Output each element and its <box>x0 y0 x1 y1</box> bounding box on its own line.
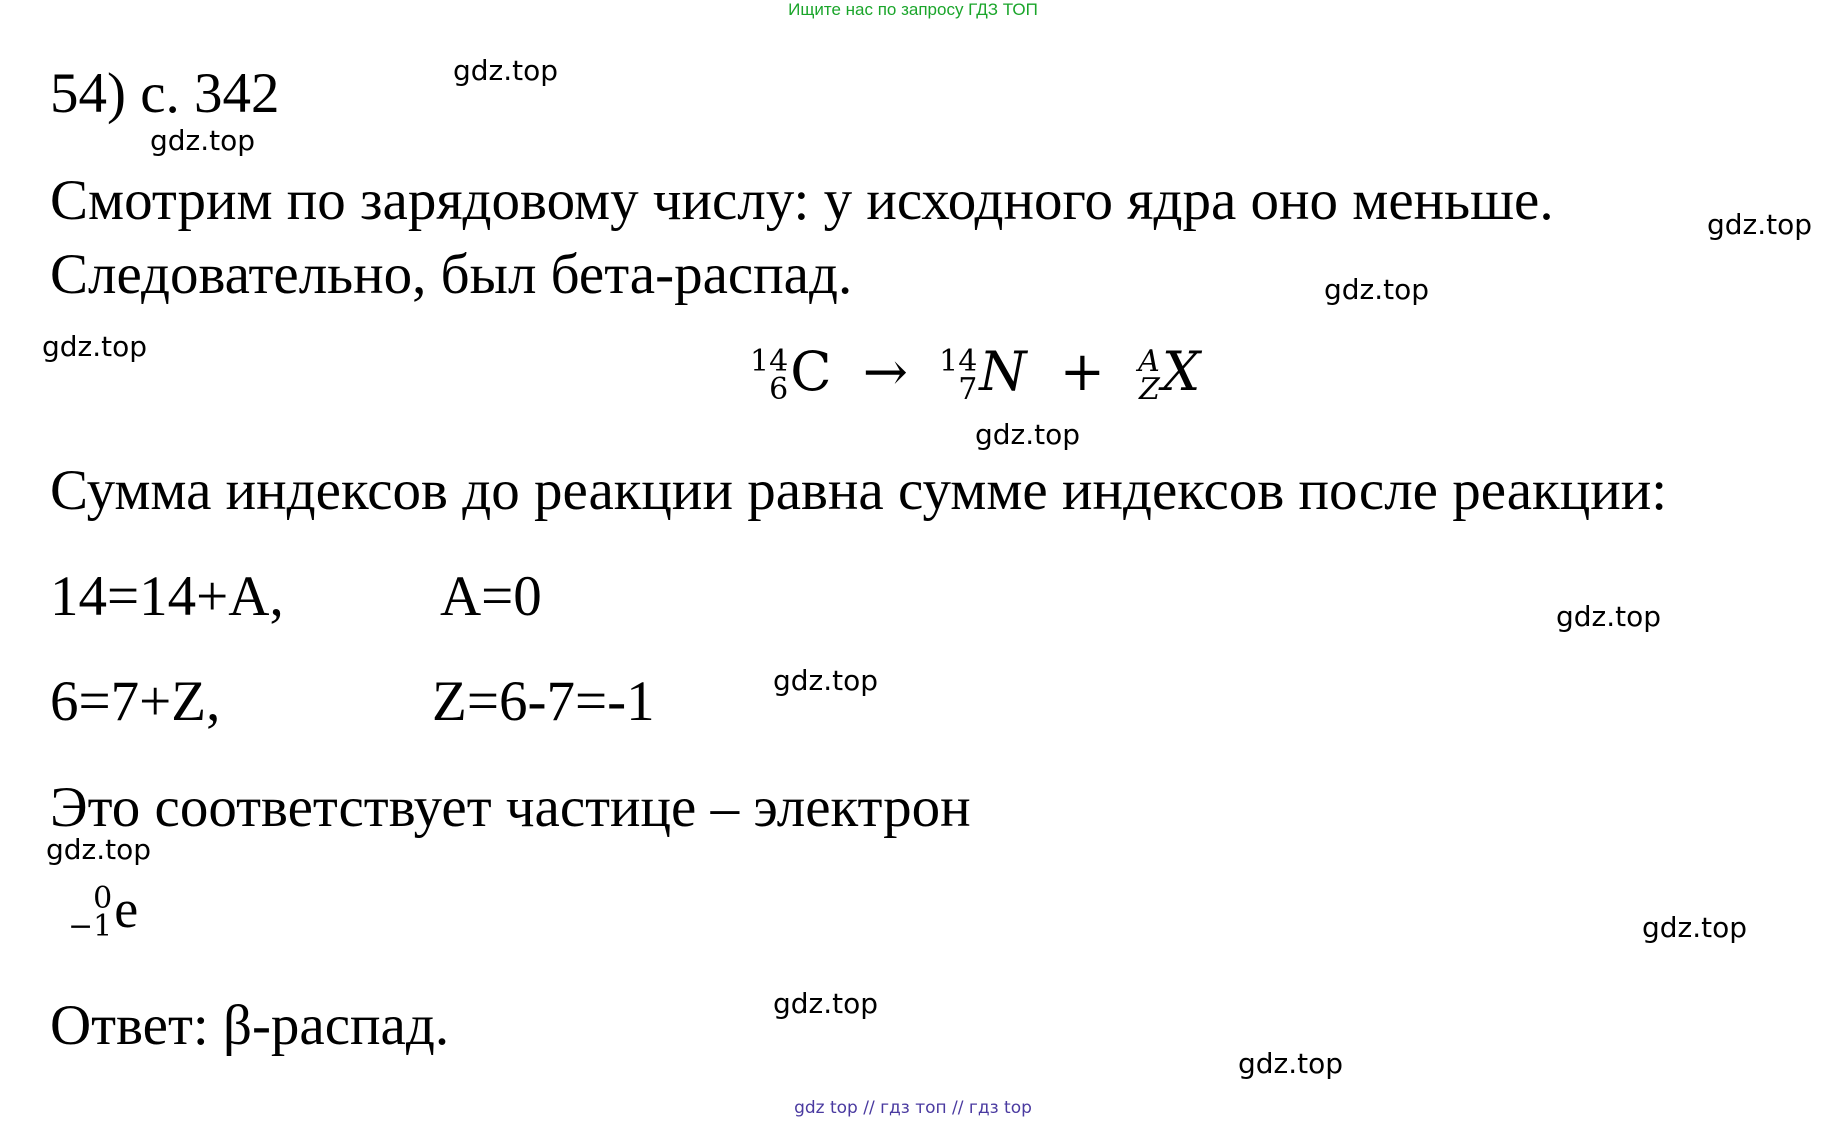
unknown-mass: A <box>1138 343 1160 379</box>
text-line-1: Смотрим по зарядовому числу: у исходного ядра оно меньше. <box>50 169 1554 232</box>
nitrogen-mass: 14 <box>939 343 978 379</box>
carbon-symbol: C <box>790 340 832 403</box>
watermark: gdz.top <box>773 987 879 1020</box>
nitrogen-charge: 7 <box>958 372 978 407</box>
watermark: gdz.top <box>1324 273 1430 306</box>
watermark: gdz.top <box>1642 911 1748 944</box>
reaction-equation <box>750 340 1201 407</box>
plus-sign: + <box>1059 340 1105 403</box>
nitrogen-symbol: N <box>979 340 1027 403</box>
reaction-arrow: → <box>862 340 908 403</box>
electron-notation <box>68 879 139 944</box>
text-line-2: Следовательно, был бета-распад. <box>50 243 853 306</box>
watermark: gdz.top <box>150 124 256 157</box>
watermark: gdz.top <box>453 54 559 87</box>
watermark: gdz.top <box>1238 1047 1344 1080</box>
electron-indices <box>68 880 113 944</box>
result-charge: Z=6-7=-1 <box>432 670 655 733</box>
watermark: gdz.top <box>46 833 152 866</box>
task-number: 54) с. 342 <box>50 62 280 125</box>
watermark: gdz.top <box>773 664 879 697</box>
electron-charge: −1 <box>68 909 113 944</box>
electron-mass: 0 <box>93 880 113 916</box>
result-mass: A=0 <box>440 565 542 628</box>
unknown-indices <box>1138 343 1160 407</box>
text-line-4: Это соответствует частице – электрон <box>50 776 971 839</box>
equation-mass: 14=14+A, <box>50 565 284 628</box>
carbon-mass: 14 <box>750 343 789 379</box>
watermark: gdz.top <box>975 418 1081 451</box>
answer-line: Ответ: β-распад. <box>50 994 450 1057</box>
top-banner[interactable]: Ищите нас по запросу ГДЗ ТОП <box>788 0 1038 19</box>
footer-links[interactable]: gdz top // гдз топ // гдз top <box>794 1098 1032 1118</box>
nitrogen-indices <box>939 343 978 407</box>
carbon-charge: 6 <box>769 372 789 407</box>
electron-symbol: e <box>114 879 139 939</box>
unknown-symbol: X <box>1161 340 1201 403</box>
carbon-indices <box>750 343 789 407</box>
watermark: gdz.top <box>1556 600 1662 633</box>
equation-charge: 6=7+Z, <box>50 670 221 733</box>
watermark: gdz.top <box>42 330 148 363</box>
watermark: gdz.top <box>1707 208 1813 241</box>
unknown-charge: Z <box>1138 372 1160 407</box>
text-line-3: Сумма индексов до реакции равна сумме индексов после реакции: <box>50 459 1668 522</box>
